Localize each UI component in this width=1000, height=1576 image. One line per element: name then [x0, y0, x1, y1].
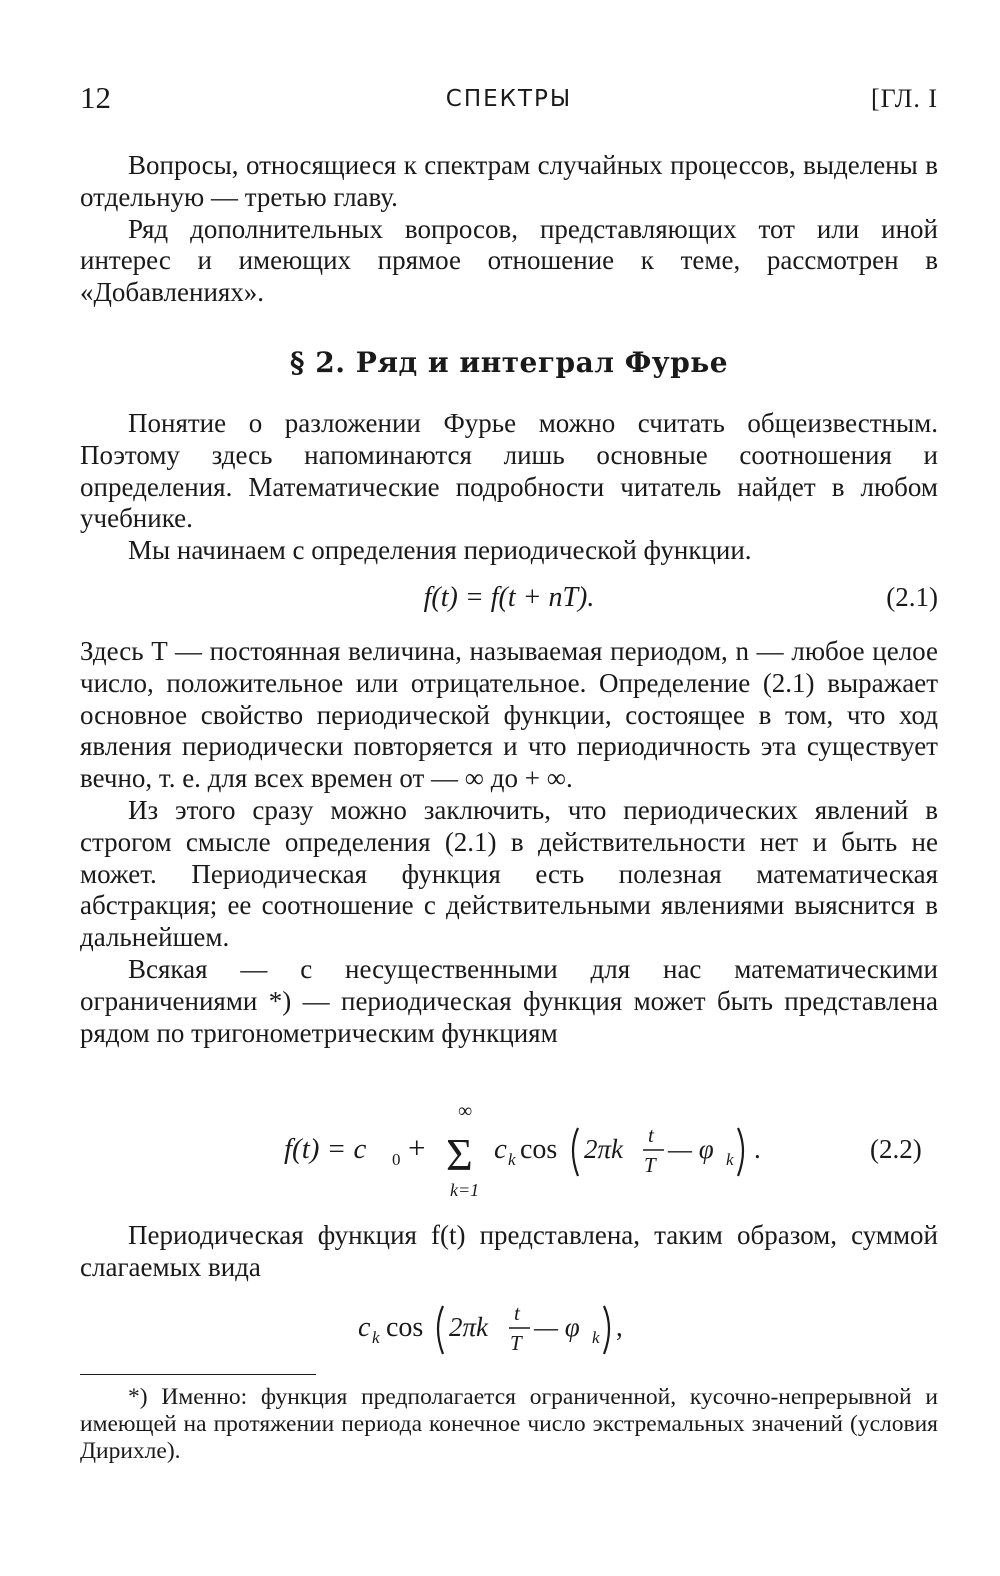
eq2-arg-tail: — φ: [668, 1134, 714, 1164]
eq2-c0-sub: 0: [392, 1150, 401, 1169]
equation-2-2: [80, 1090, 938, 1200]
equation-2-1-number: (2.1): [886, 582, 938, 612]
chapter-marker: [ГЛ. I: [870, 84, 938, 113]
eq3-cos: cos: [386, 1312, 424, 1343]
paragraph-2: Ряд дополнительных вопросов, представляющих тот или иной интерес и имеющих прямое отношение к теме, рассмотрен в «Добавлениях».: [80, 213, 938, 308]
paragraph-5: Здесь T — постоянная величина, называемая периодом, n — любое целое число, положительное или отрицательное. Определение (2.1) выражает основное свойство периодической функции, состоящее в том, что ход явления периодически повторяется и что периодичность эта существует вечно, т. е. для всех времен от — ∞ до + ∞.: [80, 636, 938, 794]
eq2-term-k: k: [508, 1150, 516, 1169]
page-number: 12: [80, 80, 111, 115]
paragraph-1: Вопросы, относящиеся к спектрам случайных процессов, выделены в отдельную — третью главу.: [80, 150, 938, 212]
eq2-end: .: [754, 1134, 761, 1164]
eq2-term-c: c: [494, 1133, 507, 1165]
eq2-frac-den: T: [644, 1153, 656, 1177]
eq2-lhs: f(t) = c: [284, 1133, 367, 1165]
section-text-3: [80, 1220, 938, 1284]
paragraph-3: Понятие о разложении Фурье можно считать общеизвестным. Поэтому здесь напоминаются лишь основные соотношения и определения. Математические подробности читатель найдет в любом учебнике.: [80, 408, 938, 534]
eq2-arg-lead: 2πk: [584, 1134, 624, 1164]
section-text-2: [80, 636, 938, 1049]
equation-term-svg: [80, 1290, 938, 1360]
eq2-number: (2.2): [870, 1134, 922, 1164]
paragraph-7: Всякая — с несущественными для нас математическими ограничениями *) — периодическая функция может быть представлена рядом по тригонометрическим функциям: [80, 953, 938, 1048]
eq3-frac-den: T: [510, 1331, 522, 1355]
footnote: [80, 1384, 938, 1465]
eq2-right-paren: [738, 1128, 743, 1176]
paragraph-8: Периодическая функция f(t) представлена, таким образом, суммой слагаемых вида: [80, 1220, 938, 1282]
eq2-cos: cos: [520, 1134, 558, 1165]
eq3-right-paren: [604, 1306, 609, 1354]
eq3-term-c: c: [358, 1312, 371, 1343]
equation-2-2-svg: [80, 1090, 938, 1200]
eq3-arg-lead: 2πk: [449, 1312, 489, 1342]
footnote-rule: [80, 1374, 316, 1375]
eq3-phi-sub: k: [592, 1328, 600, 1347]
section-heading: § 2. Ряд и интеграл Фурье: [289, 346, 729, 379]
eq3-end: ,: [616, 1312, 623, 1342]
equation-2-1: [80, 582, 938, 622]
paragraph-6: Из этого сразу можно заключить, что периодических явлений в строгом смысле определения (2.1) в действительности нет и быть не может. Периодическая функция есть полезная математическая абстракция; ее соотношение с действительными явлениями выяснится в дальнейшем.: [80, 794, 938, 953]
footnote-text: *) Именно: функция предполагается ограниченной, кусочно-непрерывной и имеющей на протяжении периода конечное число экстремальных значений (условия Дирихле).: [80, 1384, 938, 1464]
running-header: [80, 80, 938, 124]
eq3-frac-num: t: [514, 1301, 520, 1325]
eq2-frac-num: t: [648, 1123, 654, 1147]
equation-2-1-formula: f(t) = f(t + nT).: [423, 582, 595, 613]
eq3-term-k: k: [372, 1328, 380, 1347]
equation-term: [80, 1290, 938, 1360]
section-text-1: [80, 408, 938, 567]
eq3-left-paren: [438, 1306, 443, 1354]
eq2-sum-lower: k=1: [450, 1180, 480, 1200]
eq2-left-paren: [573, 1128, 578, 1176]
eq2-sum-upper: ∞: [458, 1100, 473, 1122]
eq2-sum-symbol: Σ: [446, 1129, 473, 1180]
intro-text: [80, 150, 938, 309]
running-title: СПЕКТРЫ: [445, 86, 573, 112]
eq2-plus: +: [408, 1130, 426, 1165]
eq3-arg-tail: — φ: [534, 1312, 580, 1342]
paragraph-4: Мы начинаем с определения периодической функции.: [128, 535, 752, 566]
eq2-phi-sub: k: [726, 1150, 734, 1169]
